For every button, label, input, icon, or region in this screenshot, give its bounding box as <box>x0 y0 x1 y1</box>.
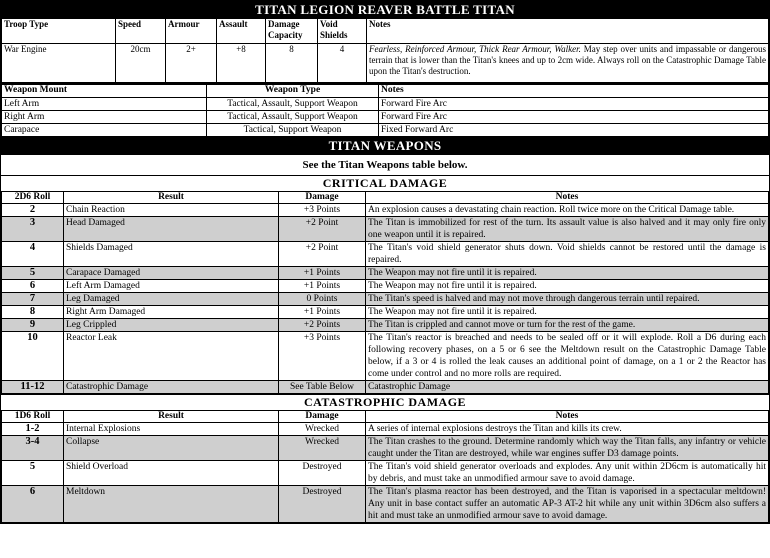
catastrophic-header: 1D6 Roll <box>2 411 64 423</box>
damage-cell: Destroyed <box>279 486 366 523</box>
stats-table <box>1 18 769 83</box>
speed-value: 20cm <box>116 44 166 83</box>
stats-header: Void Shields <box>318 19 367 44</box>
stats-notes <box>367 44 769 83</box>
mount-notes: Fixed Forward Arc <box>379 124 769 137</box>
table-row <box>2 306 769 319</box>
notes-cell: The Titan's void shield generator shuts down. Void shields cannot be restored until the damage is repaired. <box>366 242 769 267</box>
damage-cell: Wrecked <box>279 436 366 461</box>
armour-value: 2+ <box>166 44 217 83</box>
troop-type-value: War Engine <box>2 44 116 83</box>
damage-cell: Destroyed <box>279 461 366 486</box>
titan-weapons-title: TITAN WEAPONS <box>1 137 769 154</box>
roll-cell: 8 <box>2 306 64 319</box>
mounts-header: Notes <box>379 84 769 98</box>
critical-header: Result <box>64 192 279 204</box>
catastrophic-damage-table <box>1 410 769 523</box>
damage-cell: +2 Points <box>279 319 366 332</box>
result-cell: Leg Crippled <box>64 319 279 332</box>
mount-type: Tactical, Support Weapon <box>207 124 379 137</box>
notes-cell: The Titan's plasma reactor has been destroyed, and the Titan is vaporised in a spectacular meltdown! Any unit in base contact suffer an automatic AP-3 AT-2 hit while any unit within 3D6cm also suffers a hit and must take an unmodified armour save to avoid damage. <box>366 486 769 523</box>
mount-name: Carapace <box>2 124 207 137</box>
stats-header-row <box>2 19 769 44</box>
table-row <box>2 242 769 267</box>
roll-cell: 3-4 <box>2 436 64 461</box>
stats-header: Armour <box>166 19 217 44</box>
catastrophic-header: Damage <box>279 411 366 423</box>
roll-cell: 10 <box>2 332 64 381</box>
mount-notes: Forward Fire Arc <box>379 98 769 111</box>
damage-cell: +1 Points <box>279 306 366 319</box>
critical-header: Notes <box>366 192 769 204</box>
result-cell: Reactor Leak <box>64 332 279 381</box>
notes-cell: The Weapon may not fire until it is repaired. <box>366 306 769 319</box>
roll-cell: 4 <box>2 242 64 267</box>
void-shields-value: 4 <box>318 44 367 83</box>
roll-cell: 3 <box>2 217 64 242</box>
assault-value: +8 <box>217 44 266 83</box>
result-cell: Head Damaged <box>64 217 279 242</box>
mount-row <box>2 98 769 111</box>
notes-cell: A series of internal explosions destroys the Titan and kills its crew. <box>366 423 769 436</box>
result-cell: Chain Reaction <box>64 204 279 217</box>
result-cell: Meltdown <box>64 486 279 523</box>
mount-notes: Forward Fire Arc <box>379 111 769 124</box>
mount-name: Right Arm <box>2 111 207 124</box>
catastrophic-damage-title: CATASTROPHIC DAMAGE <box>1 394 769 410</box>
table-row <box>2 423 769 436</box>
result-cell: Shield Overload <box>64 461 279 486</box>
table-row <box>2 332 769 381</box>
damage-cell: +1 Points <box>279 267 366 280</box>
result-cell: Internal Explosions <box>64 423 279 436</box>
result-cell: Carapace Damaged <box>64 267 279 280</box>
stats-header: Damage Capacity <box>266 19 318 44</box>
table-row <box>2 280 769 293</box>
mounts-header: Weapon Type <box>207 84 379 98</box>
damage-cell: +2 Point <box>279 217 366 242</box>
damage-cell: +2 Point <box>279 242 366 267</box>
mount-type: Tactical, Assault, Support Weapon <box>207 111 379 124</box>
sheet-title: TITAN LEGION REAVER BATTLE TITAN <box>1 1 769 18</box>
stats-values-row <box>2 44 769 83</box>
stats-header: Assault <box>217 19 266 44</box>
mounts-header: Weapon Mount <box>2 84 207 98</box>
table-row <box>2 319 769 332</box>
catastrophic-header: Result <box>64 411 279 423</box>
catastrophic-header: Notes <box>366 411 769 423</box>
titan-weapons-note: See the Titan Weapons table below. <box>1 154 769 175</box>
roll-cell: 7 <box>2 293 64 306</box>
table-row <box>2 267 769 280</box>
stats-header: Troop Type <box>2 19 116 44</box>
damage-cell: +1 Points <box>279 280 366 293</box>
damage-cell: See Table Below <box>279 381 366 394</box>
roll-cell: 2 <box>2 204 64 217</box>
table-row <box>2 381 769 394</box>
table-row <box>2 461 769 486</box>
stats-header: Speed <box>116 19 166 44</box>
damage-cell: 0 Points <box>279 293 366 306</box>
roll-cell: 1-2 <box>2 423 64 436</box>
critical-header: 2D6 Roll <box>2 192 64 204</box>
result-cell: Shields Damaged <box>64 242 279 267</box>
table-row <box>2 486 769 523</box>
table-row <box>2 293 769 306</box>
result-cell: Leg Damaged <box>64 293 279 306</box>
mount-row <box>2 124 769 137</box>
damage-cell: +3 Points <box>279 204 366 217</box>
damage-cell: Wrecked <box>279 423 366 436</box>
critical-header-row <box>2 192 769 204</box>
critical-damage-table <box>1 191 769 394</box>
notes-cell: The Titan is crippled and cannot move or turn for the rest of the game. <box>366 319 769 332</box>
special-rules: Fearless, Reinforced Armour, Thick Rear Armour, Walker. <box>369 44 581 54</box>
notes-cell: The Titan's speed is halved and may not move through dangerous terrain until repaired. <box>366 293 769 306</box>
roll-cell: 5 <box>2 461 64 486</box>
roll-cell: 5 <box>2 267 64 280</box>
table-row <box>2 217 769 242</box>
stats-notes-text: May step over units and impassable or dangerous terrain that is lower than the Titan's knees and up to 2cm wide. Always roll on the Catastrophic Damage Table upon the Titan's destruction. <box>369 44 767 76</box>
result-cell: Collapse <box>64 436 279 461</box>
result-cell: Left Arm Damaged <box>64 280 279 293</box>
roll-cell: 6 <box>2 486 64 523</box>
notes-cell: The Weapon may not fire until it is repaired. <box>366 267 769 280</box>
mount-row <box>2 111 769 124</box>
stats-header: Notes <box>367 19 769 44</box>
notes-cell: The Titan is immobilized for rest of the turn. Its assault value is also halved and it may only fire only one weapon until it is repaired. <box>366 217 769 242</box>
notes-cell: The Titan's reactor is breached and needs to be sealed off or it will explode. Roll a D6 during each following recovery phases, on a 5 or 6 see the Meltdown result on the Catastrophic Damage Table below, if a 3 or 4 is rolled the leak causes an additional point of damage, on a 1 or 2 the Reactor has come under control and no more rolls are required. <box>366 332 769 381</box>
mounts-header-row <box>2 84 769 98</box>
notes-cell: The Weapon may not fire until it is repaired. <box>366 280 769 293</box>
damage-capacity-value: 8 <box>266 44 318 83</box>
mount-name: Left Arm <box>2 98 207 111</box>
damage-cell: +3 Points <box>279 332 366 381</box>
result-cell: Catastrophic Damage <box>64 381 279 394</box>
table-row <box>2 436 769 461</box>
mount-type: Tactical, Assault, Support Weapon <box>207 98 379 111</box>
notes-cell: The Titan crashes to the ground. Determine randomly which way the Titan falls, any infantry or vehicle caught under the Titan are destroyed, while war engines suffer D3 damage points. <box>366 436 769 461</box>
notes-cell: The Titan's void shield generator overloads and explodes. Any unit within 2D6cm is automatically hit by debris, and must take an unmodified armour save to avoid damage. <box>366 461 769 486</box>
table-row <box>2 204 769 217</box>
roll-cell: 9 <box>2 319 64 332</box>
catastrophic-header-row <box>2 411 769 423</box>
critical-header: Damage <box>279 192 366 204</box>
notes-cell: Catastrophic Damage <box>366 381 769 394</box>
weapon-mounts-table <box>1 83 769 137</box>
roll-cell: 11-12 <box>2 381 64 394</box>
critical-damage-title: CRITICAL DAMAGE <box>1 175 769 191</box>
roll-cell: 6 <box>2 280 64 293</box>
notes-cell: An explosion causes a devastating chain reaction. Roll twice more on the Critical Damage table. <box>366 204 769 217</box>
result-cell: Right Arm Damaged <box>64 306 279 319</box>
